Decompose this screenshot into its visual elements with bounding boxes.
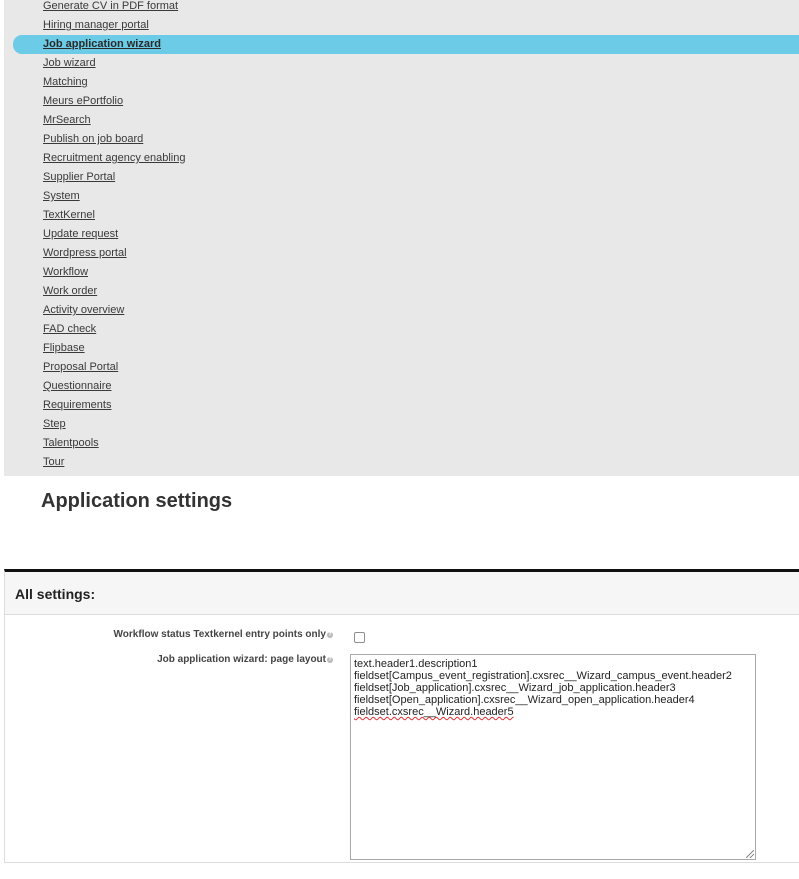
all-settings-card	[4, 569, 799, 863]
nav-link[interactable]: Matching	[43, 76, 88, 88]
nav-link[interactable]: Wordpress portal	[43, 247, 127, 259]
nav-link[interactable]: Job wizard	[43, 57, 96, 69]
nav-item[interactable]	[4, 92, 799, 111]
nav-link[interactable]: Work order	[43, 285, 98, 297]
nav-item[interactable]	[4, 54, 799, 73]
nav-item[interactable]	[4, 73, 799, 92]
nav-link[interactable]: Workflow	[43, 266, 89, 278]
nav-item[interactable]	[4, 301, 799, 320]
nav-item[interactable]	[4, 187, 799, 206]
page-title: Application settings	[41, 490, 233, 512]
setting-label-page-layout	[157, 654, 333, 665]
page-layout-textarea[interactable]	[350, 654, 756, 860]
nav-item[interactable]	[4, 377, 799, 396]
nav-link[interactable]: Generate CV in PDF format	[43, 0, 179, 12]
nav-link[interactable]: Publish on job board	[43, 133, 144, 145]
resize-grip-icon[interactable]	[746, 850, 754, 858]
textarea-line: fieldset[Job_application].cxsrec__Wizard_job_application.header3	[354, 682, 676, 694]
nav-item[interactable]	[4, 130, 799, 149]
nav-item[interactable]	[4, 415, 799, 434]
nav-link[interactable]: Update request	[43, 228, 119, 240]
nav-item[interactable]	[13, 35, 799, 54]
nav-link[interactable]: Step	[43, 418, 66, 430]
textarea-line: fieldset[Campus_event_registration].cxsrec__Wizard_campus_event.header2	[354, 670, 732, 682]
nav-link[interactable]: Recruitment agency enabling	[43, 152, 186, 164]
nav-item[interactable]	[4, 434, 799, 453]
settings-nav-panel	[4, 0, 799, 476]
textarea-line: fieldset[Open_application].cxsrec__Wizard_open_application.header4	[354, 694, 695, 706]
nav-item[interactable]	[4, 396, 799, 415]
settings-header-title: All settings:	[15, 586, 96, 602]
nav-link[interactable]: Hiring manager portal	[43, 19, 149, 31]
nav-link[interactable]: FAD check	[43, 323, 97, 335]
nav-link[interactable]: Flipbase	[43, 342, 85, 354]
nav-link[interactable]: TextKernel	[43, 209, 95, 221]
nav-link[interactable]: System	[43, 190, 80, 202]
nav-item[interactable]	[4, 206, 799, 225]
nav-link[interactable]: MrSearch	[43, 114, 91, 126]
nav-link[interactable]: Questionnaire	[43, 380, 112, 392]
workflow-status-checkbox[interactable]	[354, 632, 365, 643]
help-icon[interactable]: ?	[328, 657, 332, 663]
setting-label-text: Job application wizard: page layout	[157, 654, 326, 665]
nav-item[interactable]	[4, 225, 799, 244]
nav-item[interactable]	[4, 149, 799, 168]
nav-item[interactable]	[4, 263, 799, 282]
nav-item[interactable]	[4, 111, 799, 130]
nav-link[interactable]: Requirements	[43, 399, 112, 411]
nav-link[interactable]: Proposal Portal	[43, 361, 119, 373]
nav-item[interactable]	[4, 0, 799, 16]
nav-item[interactable]	[4, 339, 799, 358]
nav-item[interactable]	[4, 453, 799, 472]
textarea-line: text.header1.description1	[354, 658, 478, 670]
nav-item[interactable]	[4, 244, 799, 263]
nav-link[interactable]: Job application wizard	[43, 38, 161, 50]
help-icon[interactable]: ?	[328, 632, 332, 638]
nav-item[interactable]	[4, 358, 799, 377]
nav-link[interactable]: Talentpools	[43, 437, 99, 449]
nav-link[interactable]: Activity overview	[43, 304, 125, 316]
nav-item[interactable]	[4, 168, 799, 187]
nav-link[interactable]: Supplier Portal	[43, 171, 116, 183]
nav-item[interactable]	[4, 16, 799, 35]
nav-item[interactable]	[4, 320, 799, 339]
textarea-line: fieldset.cxsrec__Wizard.header5	[354, 706, 514, 718]
nav-link[interactable]: Tour	[43, 456, 65, 468]
nav-link[interactable]: Meurs ePortfolio	[43, 95, 124, 107]
setting-label-text: Workflow status Textkernel entry points only	[113, 629, 326, 640]
settings-header	[5, 572, 799, 615]
nav-item[interactable]	[4, 282, 799, 301]
setting-label-workflow-status	[114, 629, 333, 640]
